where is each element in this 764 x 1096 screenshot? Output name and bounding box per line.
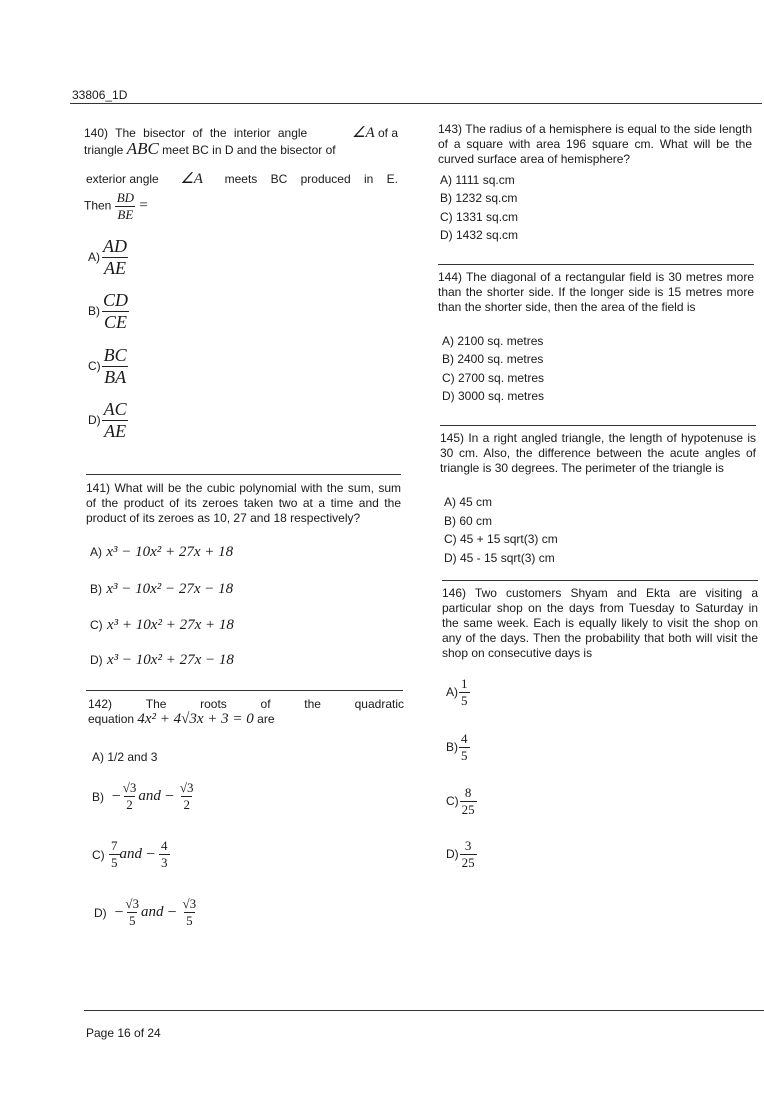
- then-numerator: BD: [116, 190, 135, 205]
- numerator: AC: [103, 399, 127, 419]
- option-label: C): [92, 847, 105, 862]
- denominator: CE: [104, 312, 128, 332]
- numerator: 4: [161, 838, 168, 853]
- denominator: 5: [111, 855, 118, 870]
- q145-option-a[interactable]: A) 45 cm: [444, 495, 493, 509]
- numerator: 8: [464, 785, 472, 800]
- numerator: √3: [122, 780, 137, 795]
- footer-rule: [84, 1010, 764, 1011]
- numerator: √3: [179, 780, 194, 795]
- denominator: 5: [186, 913, 193, 928]
- option-label: D): [88, 412, 101, 427]
- denominator: BA: [104, 367, 127, 387]
- q146-option-d[interactable]: [446, 838, 477, 871]
- numerator: 7: [111, 838, 118, 853]
- denominator: 5: [461, 693, 468, 708]
- q143-option-d[interactable]: D) 1432 sq.cm: [440, 228, 519, 242]
- question-140: [84, 126, 398, 158]
- q144-option-c[interactable]: C) 2700 sq. metres: [442, 371, 545, 385]
- then-denominator: BE: [117, 207, 134, 222]
- numerator: CD: [103, 290, 129, 310]
- option-expression: x³ − 10x² + 27x + 18: [106, 544, 234, 560]
- option-label: C): [88, 358, 101, 373]
- q144-option-a[interactable]: A) 2100 sq. metres: [442, 334, 544, 348]
- q141-option-a[interactable]: [90, 544, 233, 561]
- equals-sign: =: [139, 197, 148, 214]
- question-143: 143) The radius of a hemisphere is equal to the side length of a square with area 196 square cm. What will be the curved surface area of hemisphere?: [438, 122, 752, 166]
- option-label: A): [88, 249, 100, 264]
- denominator: 2: [183, 797, 190, 812]
- q145-option-d[interactable]: D) 45 - 15 sqrt(3) cm: [444, 551, 555, 565]
- question-145: 145) In a right angled triangle, the length of hypotenuse is 30 cm. Also, the difference between the acute angles of triangle is 30 degrees. The perimeter of the triangle is: [440, 431, 756, 475]
- option-expression: x³ − 10x² − 27x − 18: [106, 581, 234, 597]
- option-label: A): [446, 684, 458, 699]
- q144-option-d[interactable]: D) 3000 sq. metres: [442, 389, 545, 403]
- q140-line3b: meets BC produced in E.: [224, 172, 398, 186]
- denominator: 2: [126, 797, 133, 812]
- q140-line2b: meet BC in D and the bisector of: [162, 143, 336, 157]
- q142-option-a[interactable]: A) 1/2 and 3: [92, 750, 158, 764]
- numerator: √3: [125, 896, 140, 911]
- denominator: 5: [128, 913, 136, 928]
- q140-option-b[interactable]: [88, 290, 130, 333]
- option-label: A): [90, 545, 102, 559]
- angle-a-symbol-2: ∠A: [180, 171, 203, 187]
- option-label: C): [446, 793, 459, 808]
- q144-option-b[interactable]: B) 2400 sq. metres: [442, 352, 544, 366]
- q141-option-c[interactable]: [90, 617, 234, 634]
- angle-a-symbol: ∠A: [352, 125, 375, 141]
- option-label: B): [90, 582, 102, 596]
- q140-option-c[interactable]: [88, 345, 129, 388]
- are-word: are: [257, 712, 275, 726]
- q142-option-d[interactable]: D) − $\frac{√3}{5}$ and − $\frac{√3}{5}$: [94, 896, 197, 928]
- q140-then: [84, 190, 148, 223]
- divider-146: [442, 580, 758, 581]
- numerator: √3: [182, 896, 197, 911]
- option-label: B): [92, 789, 104, 804]
- q141-option-d[interactable]: [90, 652, 234, 669]
- q140-option-a[interactable]: [88, 236, 129, 279]
- q145-option-b[interactable]: B) 60 cm: [444, 514, 493, 528]
- page-number: Page 16 of 24: [86, 1026, 161, 1040]
- numerator: 3: [464, 838, 472, 853]
- then-label: Then: [84, 198, 112, 213]
- and-word: and: [138, 788, 161, 804]
- divider-144: [438, 264, 754, 265]
- q143-option-a[interactable]: A) 1111 sq.cm: [440, 173, 515, 187]
- triangle-abc: ABC: [126, 139, 159, 158]
- divider-145: [440, 425, 756, 426]
- denominator: 5: [461, 748, 468, 763]
- q146-option-a[interactable]: [446, 676, 470, 709]
- denominator: AE: [104, 421, 127, 441]
- option-label: B): [88, 303, 100, 318]
- q145-option-c[interactable]: C) 45 + 15 sqrt(3) cm: [444, 532, 558, 546]
- q140-line1b: of a: [377, 126, 398, 140]
- and-word: and: [119, 846, 143, 862]
- numerator: AD: [103, 236, 127, 256]
- option-expression: x³ − 10x² + 27x − 18: [107, 652, 234, 668]
- q146-option-b[interactable]: [446, 731, 470, 764]
- divider-142: [86, 690, 403, 691]
- header-rule: [70, 103, 762, 104]
- question-142: 142) The roots of the quadratic equation 4x² + 4√3x + 3 = 0 are: [88, 697, 404, 727]
- option-label: D): [90, 653, 103, 667]
- q142-option-b[interactable]: B) − $\frac{√3}{2}$ and − $\frac{√3}{2}$: [92, 780, 194, 812]
- q142-option-c[interactable]: C) $\frac{7}{5}$ and − $\frac{4}{3}$: [92, 838, 168, 870]
- denominator: 25: [461, 855, 475, 870]
- and-word: and: [141, 904, 164, 920]
- quadratic-equation: 4x² + 4√3x + 3 = 0: [137, 711, 254, 727]
- document-code: 33806_1D: [72, 88, 128, 102]
- option-label: D): [446, 846, 459, 861]
- q140-line1: 140) The bisector of the interior angle: [84, 126, 308, 140]
- denominator: AE: [104, 258, 126, 278]
- numerator: 4: [461, 731, 468, 746]
- q140-line3a: exterior angle: [86, 172, 159, 186]
- option-label: D): [94, 905, 107, 920]
- option-expression: x³ + 10x² + 27x + 18: [107, 617, 234, 633]
- q143-option-c[interactable]: C) 1331 sq.cm: [440, 210, 519, 224]
- question-144: 144) The diagonal of a rectangular field is 30 metres more than the shorter side. If the longer side is 15 metres more than the shorter side, then the area of the field is: [438, 270, 754, 314]
- numerator: 1: [461, 676, 468, 691]
- divider-141: [86, 474, 401, 475]
- question-141: 141) What will be the cubic polynomial with the sum, sum of the product of its zeroes taken two at a time and the product of its zeroes as 10, 27 and 18 respectively?: [86, 481, 401, 525]
- question-140-cont: [86, 172, 398, 187]
- q141-option-b[interactable]: [90, 581, 233, 598]
- q140-option-d[interactable]: [88, 399, 129, 442]
- numerator: BC: [103, 345, 127, 365]
- denominator: 25: [461, 802, 475, 817]
- q140-line2a: triangle: [84, 143, 124, 157]
- option-label: C): [90, 618, 103, 632]
- q146-option-c[interactable]: [446, 785, 477, 818]
- option-label: B): [446, 739, 458, 754]
- equation-word: equation: [88, 712, 135, 726]
- q143-option-b[interactable]: B) 1232 sq.cm: [440, 191, 518, 205]
- denominator: 3: [161, 855, 168, 870]
- question-146: 146) Two customers Shyam and Ekta are visiting a particular shop on the days from Tuesday to Saturday in the same week. Each is equally likely to visit the shop on any of the days. Then the probability that both will visit the shop on consecutive days is: [442, 586, 758, 660]
